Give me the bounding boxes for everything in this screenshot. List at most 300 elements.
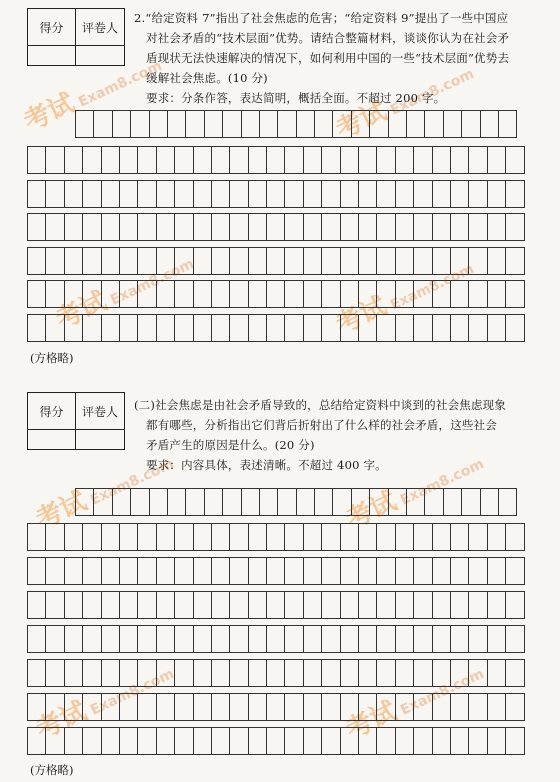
answer-grid-row[interactable] (27, 280, 524, 308)
answer-grid-cell[interactable] (432, 625, 451, 653)
answer-grid-cell[interactable] (277, 488, 296, 516)
answer-grid-cell[interactable] (27, 659, 46, 687)
answer-grid-cell[interactable] (266, 280, 285, 308)
answer-grid-cell[interactable] (82, 693, 101, 721)
answer-grid-cell[interactable] (432, 146, 451, 174)
answer-grid-cell[interactable] (358, 693, 377, 721)
answer-grid-cell[interactable] (450, 213, 469, 241)
answer-grid-cell[interactable] (101, 247, 120, 275)
answer-grid-cell[interactable] (248, 146, 267, 174)
answer-grid-cell[interactable] (332, 488, 351, 516)
answer-grid-row[interactable] (27, 659, 524, 687)
answer-grid-cell[interactable] (340, 180, 359, 208)
answer-grid-cell[interactable] (468, 659, 487, 687)
answer-grid-cell[interactable] (505, 659, 524, 687)
answer-grid-cell[interactable] (101, 213, 120, 241)
answer-grid-cell[interactable] (193, 693, 212, 721)
answer-grid-cell[interactable] (450, 146, 469, 174)
answer-grid-cell[interactable] (229, 727, 248, 755)
answer-grid-cell[interactable] (248, 625, 267, 653)
answer-grid-cell[interactable] (395, 314, 414, 342)
answer-grid-cell[interactable] (321, 727, 340, 755)
answer-grid-cell[interactable] (45, 213, 64, 241)
answer-grid-cell[interactable] (321, 625, 340, 653)
answer-grid-cell[interactable] (303, 591, 322, 619)
answer-grid-cell[interactable] (193, 591, 212, 619)
answer-grid-cell[interactable] (358, 314, 377, 342)
answer-grid-cell[interactable] (321, 523, 340, 551)
answer-grid-cell[interactable] (340, 146, 359, 174)
answer-grid-cell[interactable] (82, 727, 101, 755)
grader-field[interactable] (76, 430, 124, 449)
answer-grid-cell[interactable] (303, 213, 322, 241)
answer-grid-cell[interactable] (259, 488, 278, 516)
answer-grid-cell[interactable] (167, 488, 186, 516)
answer-grid-cell[interactable] (156, 557, 175, 585)
answer-grid-cell[interactable] (284, 247, 303, 275)
answer-grid-cell[interactable] (468, 213, 487, 241)
answer-grid-cell[interactable] (376, 314, 395, 342)
answer-grid-cell[interactable] (119, 180, 138, 208)
answer-grid-cell[interactable] (119, 314, 138, 342)
answer-grid-cell[interactable] (101, 180, 120, 208)
answer-grid-cell[interactable] (27, 625, 46, 653)
answer-grid-cell[interactable] (388, 488, 407, 516)
answer-grid-cell[interactable] (112, 110, 131, 138)
answer-grid-cell[interactable] (284, 693, 303, 721)
answer-grid-cell[interactable] (266, 180, 285, 208)
answer-grid-cell[interactable] (413, 314, 432, 342)
answer-grid-cell[interactable] (27, 247, 46, 275)
answer-grid-cell[interactable] (284, 213, 303, 241)
answer-grid-cell[interactable] (303, 625, 322, 653)
answer-grid-cell[interactable] (340, 693, 359, 721)
answer-grid-cell[interactable] (156, 727, 175, 755)
answer-grid-cell[interactable] (119, 727, 138, 755)
answer-grid-cell[interactable] (193, 659, 212, 687)
answer-grid-cell[interactable] (303, 180, 322, 208)
answer-grid-cell[interactable] (487, 557, 506, 585)
answer-grid-cell[interactable] (167, 110, 186, 138)
answer-grid-cell[interactable] (413, 557, 432, 585)
answer-grid-cell[interactable] (266, 247, 285, 275)
answer-grid-cell[interactable] (505, 146, 524, 174)
answer-grid-cell[interactable] (395, 247, 414, 275)
answer-grid-cell[interactable] (248, 693, 267, 721)
answer-grid-cell[interactable] (248, 727, 267, 755)
answer-grid-cell[interactable] (406, 488, 425, 516)
answer-grid-cell[interactable] (156, 693, 175, 721)
answer-grid-cell[interactable] (296, 488, 315, 516)
answer-grid-cell[interactable] (284, 280, 303, 308)
answer-grid-cell[interactable] (395, 146, 414, 174)
answer-grid-cell[interactable] (413, 659, 432, 687)
answer-grid-cell[interactable] (101, 280, 120, 308)
answer-grid-cell[interactable] (137, 659, 156, 687)
answer-grid-cell[interactable] (266, 727, 285, 755)
answer-grid-cell[interactable] (64, 280, 83, 308)
answer-grid-cell[interactable] (119, 659, 138, 687)
answer-grid-cell[interactable] (211, 693, 230, 721)
answer-grid-cell[interactable] (266, 659, 285, 687)
answer-grid-cell[interactable] (395, 625, 414, 653)
answer-grid-cell[interactable] (468, 693, 487, 721)
answer-grid-cell[interactable] (340, 727, 359, 755)
answer-grid-cell[interactable] (351, 488, 370, 516)
answer-grid-cell[interactable] (241, 110, 260, 138)
answer-grid-cell[interactable] (303, 146, 322, 174)
answer-grid-cell[interactable] (211, 557, 230, 585)
answer-grid-cell[interactable] (156, 247, 175, 275)
answer-grid-cell[interactable] (130, 110, 149, 138)
answer-grid-cell[interactable] (45, 247, 64, 275)
answer-grid-cell[interactable] (45, 314, 64, 342)
answer-grid-cell[interactable] (284, 314, 303, 342)
answer-grid-cell[interactable] (156, 180, 175, 208)
answer-grid-cell[interactable] (27, 727, 46, 755)
answer-grid-cell[interactable] (487, 314, 506, 342)
answer-grid-cell[interactable] (82, 247, 101, 275)
answer-grid-cell[interactable] (340, 625, 359, 653)
answer-grid-cell[interactable] (505, 523, 524, 551)
answer-grid-cell[interactable] (101, 523, 120, 551)
answer-grid-cell[interactable] (432, 247, 451, 275)
answer-grid-cell[interactable] (487, 523, 506, 551)
answer-grid-cell[interactable] (45, 557, 64, 585)
answer-grid-cell[interactable] (93, 488, 112, 516)
answer-grid-cell[interactable] (193, 314, 212, 342)
answer-grid-cell[interactable] (284, 146, 303, 174)
answer-grid-cell[interactable] (284, 591, 303, 619)
answer-grid-cell[interactable] (82, 314, 101, 342)
answer-grid-cell[interactable] (64, 591, 83, 619)
answer-grid-cell[interactable] (156, 591, 175, 619)
answer-grid-cell[interactable] (395, 727, 414, 755)
answer-grid-cell[interactable] (358, 727, 377, 755)
answer-grid-cell[interactable] (284, 557, 303, 585)
answer-grid-cell[interactable] (468, 557, 487, 585)
answer-grid-row[interactable] (27, 314, 524, 342)
answer-grid-cell[interactable] (119, 146, 138, 174)
answer-grid-cell[interactable] (93, 110, 112, 138)
answer-grid-cell[interactable] (64, 523, 83, 551)
answer-grid-cell[interactable] (413, 693, 432, 721)
answer-grid-cell[interactable] (156, 213, 175, 241)
answer-grid-cell[interactable] (468, 247, 487, 275)
answer-grid-cell[interactable] (461, 110, 480, 138)
score-field[interactable] (28, 46, 76, 65)
answer-grid-row[interactable] (75, 488, 516, 516)
answer-grid-cell[interactable] (193, 727, 212, 755)
answer-grid-cell[interactable] (413, 146, 432, 174)
answer-grid-cell[interactable] (27, 146, 46, 174)
answer-grid-cell[interactable] (64, 314, 83, 342)
answer-grid-cell[interactable] (443, 488, 462, 516)
answer-grid-cell[interactable] (266, 693, 285, 721)
answer-grid-cell[interactable] (101, 659, 120, 687)
answer-grid-cell[interactable] (487, 213, 506, 241)
answer-grid-row[interactable] (27, 523, 524, 551)
answer-grid-cell[interactable] (432, 213, 451, 241)
answer-grid-cell[interactable] (229, 693, 248, 721)
answer-grid-cell[interactable] (395, 180, 414, 208)
answer-grid-cell[interactable] (376, 625, 395, 653)
answer-grid-cell[interactable] (358, 659, 377, 687)
answer-grid-cell[interactable] (468, 180, 487, 208)
answer-grid-cell[interactable] (303, 247, 322, 275)
answer-grid-cell[interactable] (174, 591, 193, 619)
answer-grid-cell[interactable] (505, 727, 524, 755)
answer-grid-cell[interactable] (45, 693, 64, 721)
answer-grid-cell[interactable] (369, 488, 388, 516)
answer-grid-cell[interactable] (137, 213, 156, 241)
answer-grid-cell[interactable] (119, 557, 138, 585)
answer-grid-cell[interactable] (413, 280, 432, 308)
answer-grid-cell[interactable] (340, 314, 359, 342)
answer-grid-cell[interactable] (284, 659, 303, 687)
answer-grid-cell[interactable] (432, 693, 451, 721)
answer-grid-cell[interactable] (487, 247, 506, 275)
answer-grid-cell[interactable] (450, 314, 469, 342)
answer-grid-cell[interactable] (27, 557, 46, 585)
answer-grid-row[interactable] (27, 591, 524, 619)
answer-grid-cell[interactable] (480, 110, 499, 138)
answer-grid-cell[interactable] (432, 659, 451, 687)
answer-grid-cell[interactable] (413, 213, 432, 241)
answer-grid-cell[interactable] (229, 213, 248, 241)
answer-grid-cell[interactable] (432, 280, 451, 308)
answer-grid-cell[interactable] (505, 625, 524, 653)
answer-grid-cell[interactable] (137, 557, 156, 585)
answer-grid-cell[interactable] (266, 557, 285, 585)
answer-grid-row[interactable] (27, 247, 524, 275)
answer-grid-cell[interactable] (64, 625, 83, 653)
answer-grid-cell[interactable] (222, 488, 241, 516)
answer-grid-cell[interactable] (376, 523, 395, 551)
answer-grid-cell[interactable] (229, 280, 248, 308)
answer-grid-cell[interactable] (137, 146, 156, 174)
answer-grid-cell[interactable] (505, 557, 524, 585)
answer-grid-cell[interactable] (505, 693, 524, 721)
answer-grid-row[interactable] (27, 146, 524, 174)
answer-grid-cell[interactable] (229, 523, 248, 551)
answer-grid-cell[interactable] (112, 488, 131, 516)
answer-grid-cell[interactable] (174, 625, 193, 653)
answer-grid-cell[interactable] (229, 625, 248, 653)
answer-grid-cell[interactable] (101, 693, 120, 721)
answer-grid-cell[interactable] (358, 247, 377, 275)
answer-grid-cell[interactable] (64, 146, 83, 174)
answer-grid-cell[interactable] (487, 693, 506, 721)
answer-grid-row[interactable] (75, 110, 516, 138)
answer-grid-cell[interactable] (248, 314, 267, 342)
answer-grid-cell[interactable] (376, 146, 395, 174)
answer-grid-cell[interactable] (248, 557, 267, 585)
answer-grid-cell[interactable] (487, 180, 506, 208)
answer-grid-cell[interactable] (45, 591, 64, 619)
answer-grid-cell[interactable] (376, 557, 395, 585)
answer-grid-cell[interactable] (395, 693, 414, 721)
answer-grid-cell[interactable] (185, 110, 204, 138)
answer-grid-cell[interactable] (498, 488, 517, 516)
answer-grid-cell[interactable] (156, 146, 175, 174)
answer-grid-cell[interactable] (137, 180, 156, 208)
answer-grid-cell[interactable] (413, 727, 432, 755)
answer-grid-cell[interactable] (248, 213, 267, 241)
answer-grid-cell[interactable] (156, 314, 175, 342)
answer-grid-cell[interactable] (64, 659, 83, 687)
answer-grid-cell[interactable] (303, 314, 322, 342)
answer-grid-cell[interactable] (395, 213, 414, 241)
answer-grid-cell[interactable] (27, 180, 46, 208)
answer-grid-cell[interactable] (174, 247, 193, 275)
answer-grid-cell[interactable] (101, 625, 120, 653)
answer-grid-cell[interactable] (321, 213, 340, 241)
answer-grid-cell[interactable] (505, 314, 524, 342)
answer-grid-cell[interactable] (332, 110, 351, 138)
answer-grid-cell[interactable] (505, 247, 524, 275)
answer-grid-cell[interactable] (211, 180, 230, 208)
answer-grid-cell[interactable] (487, 727, 506, 755)
answer-grid-cell[interactable] (64, 693, 83, 721)
answer-grid-cell[interactable] (248, 591, 267, 619)
answer-grid-cell[interactable] (450, 180, 469, 208)
answer-grid-cell[interactable] (413, 523, 432, 551)
answer-grid-cell[interactable] (468, 314, 487, 342)
answer-grid-cell[interactable] (358, 557, 377, 585)
answer-grid-cell[interactable] (82, 213, 101, 241)
answer-grid-cell[interactable] (174, 659, 193, 687)
answer-grid-cell[interactable] (424, 110, 443, 138)
answer-grid-cell[interactable] (266, 314, 285, 342)
answer-grid-cell[interactable] (229, 557, 248, 585)
answer-grid-cell[interactable] (137, 727, 156, 755)
answer-grid-cell[interactable] (27, 280, 46, 308)
answer-grid-cell[interactable] (266, 625, 285, 653)
answer-grid-row[interactable] (27, 180, 524, 208)
answer-grid-cell[interactable] (303, 523, 322, 551)
answer-grid-cell[interactable] (487, 591, 506, 619)
answer-grid-cell[interactable] (284, 625, 303, 653)
answer-grid-cell[interactable] (211, 659, 230, 687)
answer-grid-cell[interactable] (101, 557, 120, 585)
answer-grid-cell[interactable] (82, 523, 101, 551)
answer-grid-cell[interactable] (505, 180, 524, 208)
answer-grid-cell[interactable] (248, 280, 267, 308)
answer-grid-cell[interactable] (137, 523, 156, 551)
answer-grid-cell[interactable] (149, 110, 168, 138)
answer-grid-cell[interactable] (82, 591, 101, 619)
answer-grid-cell[interactable] (358, 280, 377, 308)
answer-grid-cell[interactable] (119, 591, 138, 619)
answer-grid-cell[interactable] (119, 213, 138, 241)
answer-grid-row[interactable] (27, 625, 524, 653)
answer-grid-cell[interactable] (487, 659, 506, 687)
answer-grid-cell[interactable] (450, 523, 469, 551)
answer-grid-cell[interactable] (395, 280, 414, 308)
answer-grid-cell[interactable] (303, 280, 322, 308)
answer-grid-cell[interactable] (156, 625, 175, 653)
answer-grid-cell[interactable] (395, 659, 414, 687)
answer-grid-cell[interactable] (376, 693, 395, 721)
answer-grid-cell[interactable] (340, 557, 359, 585)
answer-grid-cell[interactable] (45, 523, 64, 551)
answer-grid-cell[interactable] (321, 314, 340, 342)
answer-grid-cell[interactable] (468, 146, 487, 174)
answer-grid-cell[interactable] (321, 591, 340, 619)
answer-grid-cell[interactable] (468, 591, 487, 619)
answer-grid-cell[interactable] (211, 247, 230, 275)
answer-grid-cell[interactable] (82, 625, 101, 653)
answer-grid-cell[interactable] (193, 213, 212, 241)
answer-grid-cell[interactable] (413, 247, 432, 275)
answer-grid-cell[interactable] (241, 488, 260, 516)
answer-grid-cell[interactable] (450, 727, 469, 755)
answer-grid-cell[interactable] (64, 247, 83, 275)
answer-grid-cell[interactable] (266, 591, 285, 619)
answer-grid-row[interactable] (27, 693, 524, 721)
answer-grid-cell[interactable] (340, 523, 359, 551)
answer-grid-cell[interactable] (358, 213, 377, 241)
answer-grid-cell[interactable] (101, 314, 120, 342)
answer-grid-cell[interactable] (229, 146, 248, 174)
answer-grid-cell[interactable] (137, 625, 156, 653)
answer-grid-cell[interactable] (204, 110, 223, 138)
answer-grid-cell[interactable] (45, 280, 64, 308)
answer-grid-cell[interactable] (229, 180, 248, 208)
answer-grid-cell[interactable] (376, 247, 395, 275)
answer-grid-cell[interactable] (27, 523, 46, 551)
answer-grid-cell[interactable] (174, 693, 193, 721)
answer-grid-cell[interactable] (395, 557, 414, 585)
answer-grid-cell[interactable] (193, 557, 212, 585)
answer-grid-cell[interactable] (284, 523, 303, 551)
answer-grid-cell[interactable] (229, 314, 248, 342)
answer-grid-cell[interactable] (413, 591, 432, 619)
answer-grid-cell[interactable] (424, 488, 443, 516)
answer-grid-cell[interactable] (45, 180, 64, 208)
answer-grid-cell[interactable] (211, 523, 230, 551)
answer-grid-cell[interactable] (149, 488, 168, 516)
answer-grid-cell[interactable] (193, 247, 212, 275)
answer-grid-cell[interactable] (174, 280, 193, 308)
answer-grid-cell[interactable] (45, 659, 64, 687)
answer-grid-cell[interactable] (376, 180, 395, 208)
answer-grid-cell[interactable] (193, 625, 212, 653)
answer-grid-cell[interactable] (321, 659, 340, 687)
answer-grid-cell[interactable] (174, 523, 193, 551)
answer-grid-cell[interactable] (45, 146, 64, 174)
answer-grid-cell[interactable] (27, 693, 46, 721)
answer-grid-cell[interactable] (480, 488, 499, 516)
answer-grid-cell[interactable] (82, 146, 101, 174)
answer-grid-cell[interactable] (432, 727, 451, 755)
answer-grid-cell[interactable] (101, 591, 120, 619)
answer-grid-cell[interactable] (321, 280, 340, 308)
answer-grid-cell[interactable] (82, 659, 101, 687)
answer-grid-cell[interactable] (376, 727, 395, 755)
answer-grid-cell[interactable] (468, 523, 487, 551)
answer-grid-cell[interactable] (443, 110, 462, 138)
answer-grid-cell[interactable] (248, 523, 267, 551)
answer-grid-cell[interactable] (376, 213, 395, 241)
answer-grid-cell[interactable] (82, 180, 101, 208)
answer-grid-cell[interactable] (321, 247, 340, 275)
answer-grid-cell[interactable] (432, 523, 451, 551)
answer-grid-cell[interactable] (321, 557, 340, 585)
answer-grid-cell[interactable] (487, 280, 506, 308)
answer-grid-cell[interactable] (432, 180, 451, 208)
